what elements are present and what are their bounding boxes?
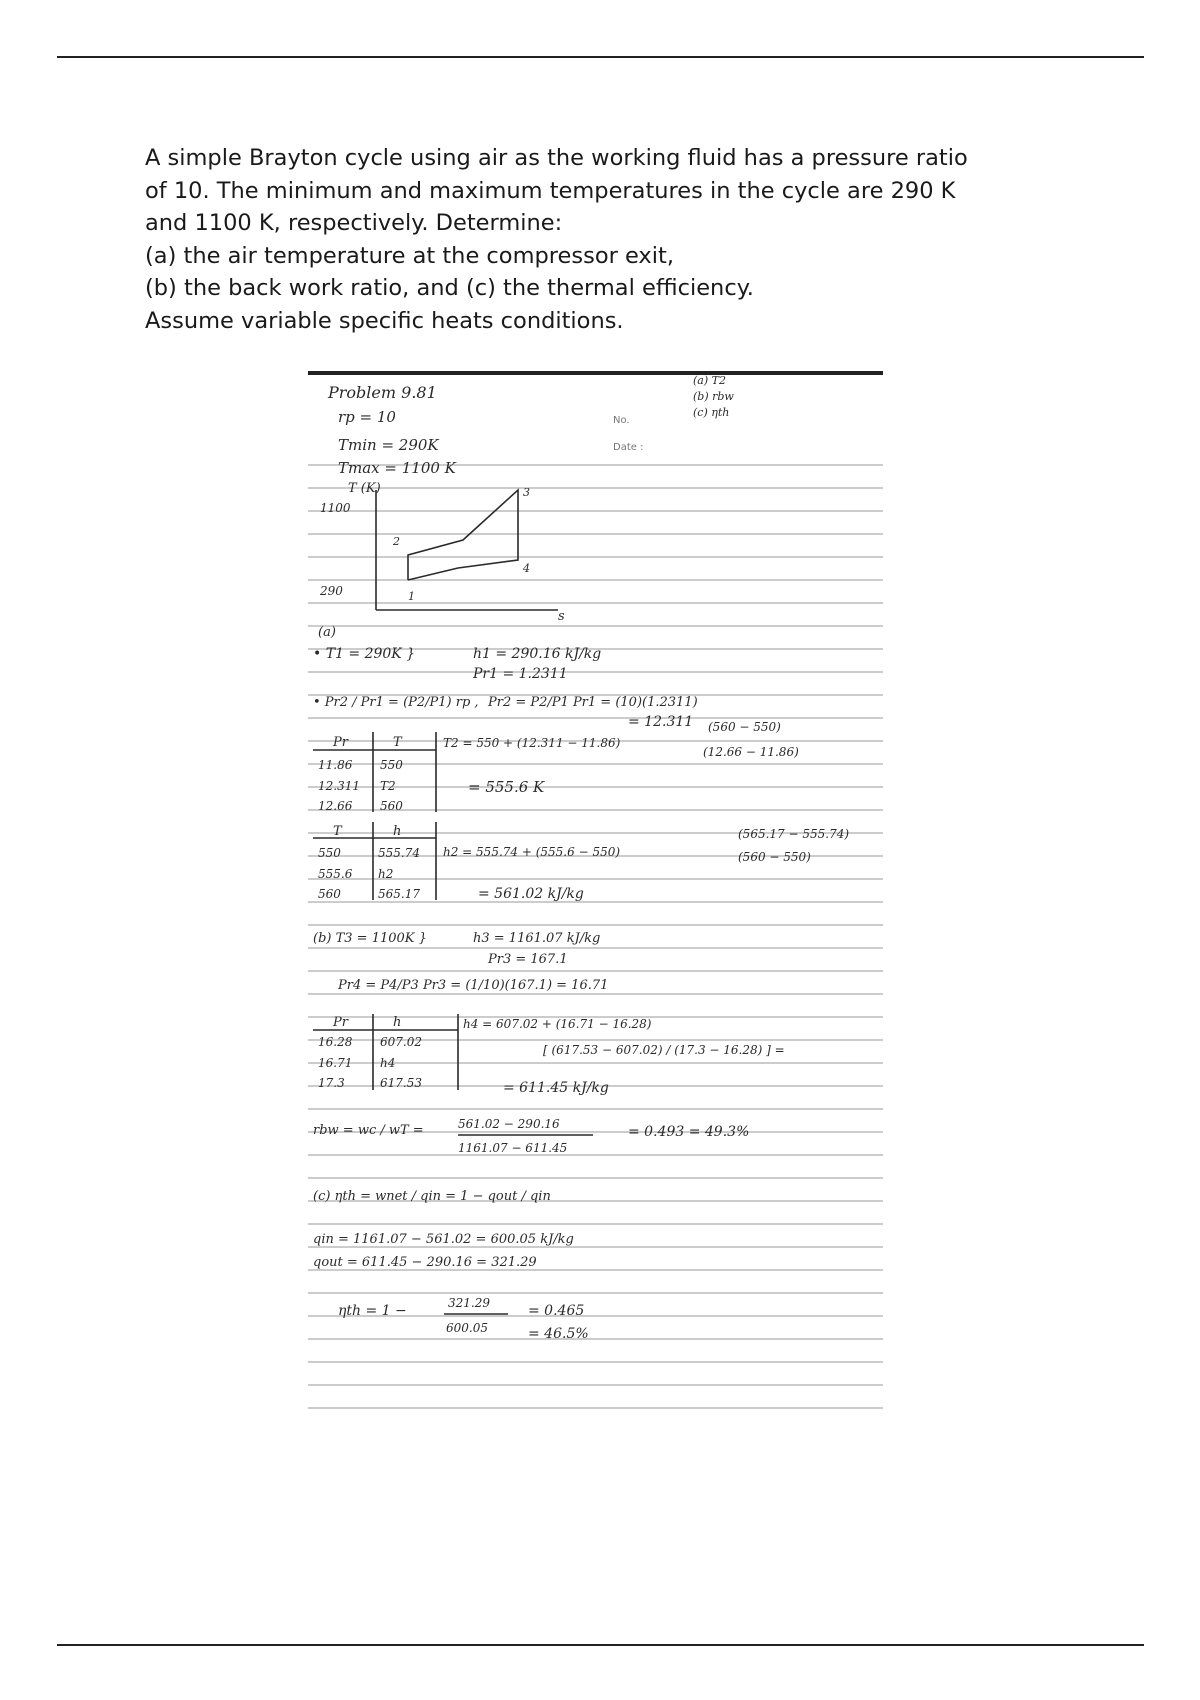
eta-expression: ηth = 1 −: [338, 1303, 407, 1319]
state1-pr: Pr1 = 1.2311: [473, 666, 568, 682]
corner-item: (c) ηth: [693, 406, 730, 419]
state3-temperature: (b) T3 = 1100K }: [313, 931, 427, 946]
pr4-expression: Pr4 = P4/P3 Pr3 = (1/10)(167.1) = 16.71: [338, 978, 609, 993]
table-cell: 617.53: [380, 1076, 422, 1090]
rbw-result: = 0.493 = 49.3%: [628, 1124, 750, 1140]
given-line: Tmax = 1100 K: [338, 459, 456, 477]
problem-line: A simple Brayton cycle using air as the working fluid has a pressure ratio: [145, 145, 968, 171]
h4-interp-fraction: [ (617.53 − 607.02) / (17.3 − 16.28) ] =: [543, 1043, 785, 1057]
rbw-definition: rbw = wc / wT =: [313, 1123, 424, 1138]
problem-line: (b) the back work ratio, and (c) the thermal efficiency.: [145, 275, 754, 301]
date-label: Date :: [613, 442, 644, 453]
table-cell: 11.86: [318, 758, 353, 772]
corner-item: (a) T2: [693, 374, 726, 387]
table-cell: 550: [318, 846, 341, 860]
diagram-t-low: 290: [320, 584, 343, 598]
h4-interpolation: h4 = 607.02 + (16.71 − 16.28): [463, 1017, 652, 1031]
part-a-label: (a): [318, 625, 336, 640]
state3-enthalpy: h3 = 1161.07 kJ/kg: [473, 931, 601, 946]
h2-result: = 561.02 kJ/kg: [478, 886, 584, 902]
t2-interpolation: T2 = 550 + (12.311 − 11.86): [443, 736, 621, 750]
table-header: T: [333, 824, 342, 839]
h2-interpolation: h2 = 555.74 + (555.6 − 550): [443, 845, 621, 859]
table-header: Pr: [333, 1015, 348, 1030]
diagram-point-label: 4: [523, 562, 530, 575]
pr2-expression: Pr2 = P2/P1 Pr1 = (10)(1.2311): [488, 695, 698, 710]
bottom-rule: [57, 1644, 1144, 1646]
qout-calculation: qout = 611.45 − 290.16 = 321.29: [313, 1255, 537, 1270]
rbw-denominator: 1161.07 − 611.45: [458, 1141, 568, 1155]
t2-interp-numerator: (560 − 550): [708, 720, 781, 734]
table-cell: h2: [378, 867, 394, 881]
given-line: Tmin = 290K: [338, 436, 439, 454]
given-line: rp = 10: [338, 408, 396, 426]
table-cell: 560: [318, 887, 341, 901]
table-cell: 555.74: [378, 846, 420, 860]
state1-temperature: • T1 = 290K }: [313, 646, 416, 662]
h4-result: = 611.45 kJ/kg: [503, 1080, 609, 1096]
table-cell: 16.71: [318, 1056, 353, 1070]
table-header: h: [393, 1015, 402, 1030]
table-cell: h4: [380, 1056, 396, 1070]
problem-line: of 10. The minimum and maximum temperatures in the cycle are 290 K: [145, 177, 956, 204]
problem-statement: [145, 142, 1045, 337]
diagram-t-high: 1100: [320, 501, 351, 515]
table-header: T: [393, 735, 402, 750]
t2-result: = 555.6 K: [468, 778, 545, 796]
eta-denominator: 600.05: [446, 1321, 488, 1335]
table-header: h: [393, 824, 402, 839]
pr-ratio-expression: • Pr2 / Pr1 = (P2/P1) rp ,: [313, 695, 479, 710]
eta-result: = 0.465: [528, 1303, 585, 1319]
h2-interp-numerator: (565.17 − 555.74): [738, 827, 850, 841]
handwritten-solution-sheet: [308, 370, 883, 1415]
state1-enthalpy: h1 = 290.16 kJ/kg: [473, 646, 602, 662]
diagram-axis-t: T (K): [348, 481, 381, 496]
eta-numerator: 321.29: [448, 1296, 490, 1310]
given-line: Problem 9.81: [328, 383, 437, 402]
problem-line: and 1100 K, respectively. Determine:: [145, 210, 563, 236]
h2-interp-denominator: (560 − 550): [738, 850, 811, 864]
table-cell: 560: [380, 799, 403, 813]
diagram-point-label: 1: [408, 590, 415, 603]
table-cell: 16.28: [318, 1035, 353, 1049]
no-label: No.: [613, 415, 630, 426]
table-cell: 555.6: [318, 867, 353, 881]
table-cell: 607.02: [380, 1035, 422, 1049]
top-rule: [57, 56, 1144, 58]
table-cell: T2: [380, 779, 396, 793]
diagram-axis-s: s: [558, 609, 565, 624]
problem-line: Assume variable specific heats conditions.: [145, 307, 624, 334]
table-cell: 12.311: [318, 779, 360, 793]
diagram-point-label: 2: [393, 535, 400, 548]
problem-line: (a) the air temperature at the compressor exit,: [145, 242, 674, 269]
eta-percent: = 46.5%: [528, 1326, 589, 1342]
eta-definition: (c) ηth = wnet / qin = 1 − qout / qin: [313, 1189, 551, 1204]
diagram-point-label: 3: [523, 486, 530, 499]
corner-item: (b) rbw: [693, 390, 734, 403]
table-cell: 565.17: [378, 887, 420, 901]
rbw-numerator: 561.02 − 290.16: [458, 1117, 560, 1131]
pr2-value: = 12.311: [628, 714, 694, 730]
table-header: Pr: [333, 735, 348, 750]
table-cell: 17.3: [318, 1076, 345, 1090]
t2-interp-denominator: (12.66 − 11.86): [703, 745, 799, 759]
state3-pr: Pr3 = 167.1: [488, 952, 568, 967]
table-cell: 550: [380, 758, 403, 772]
qin-calculation: qin = 1161.07 − 561.02 = 600.05 kJ/kg: [313, 1232, 574, 1247]
table-cell: 12.66: [318, 799, 353, 813]
